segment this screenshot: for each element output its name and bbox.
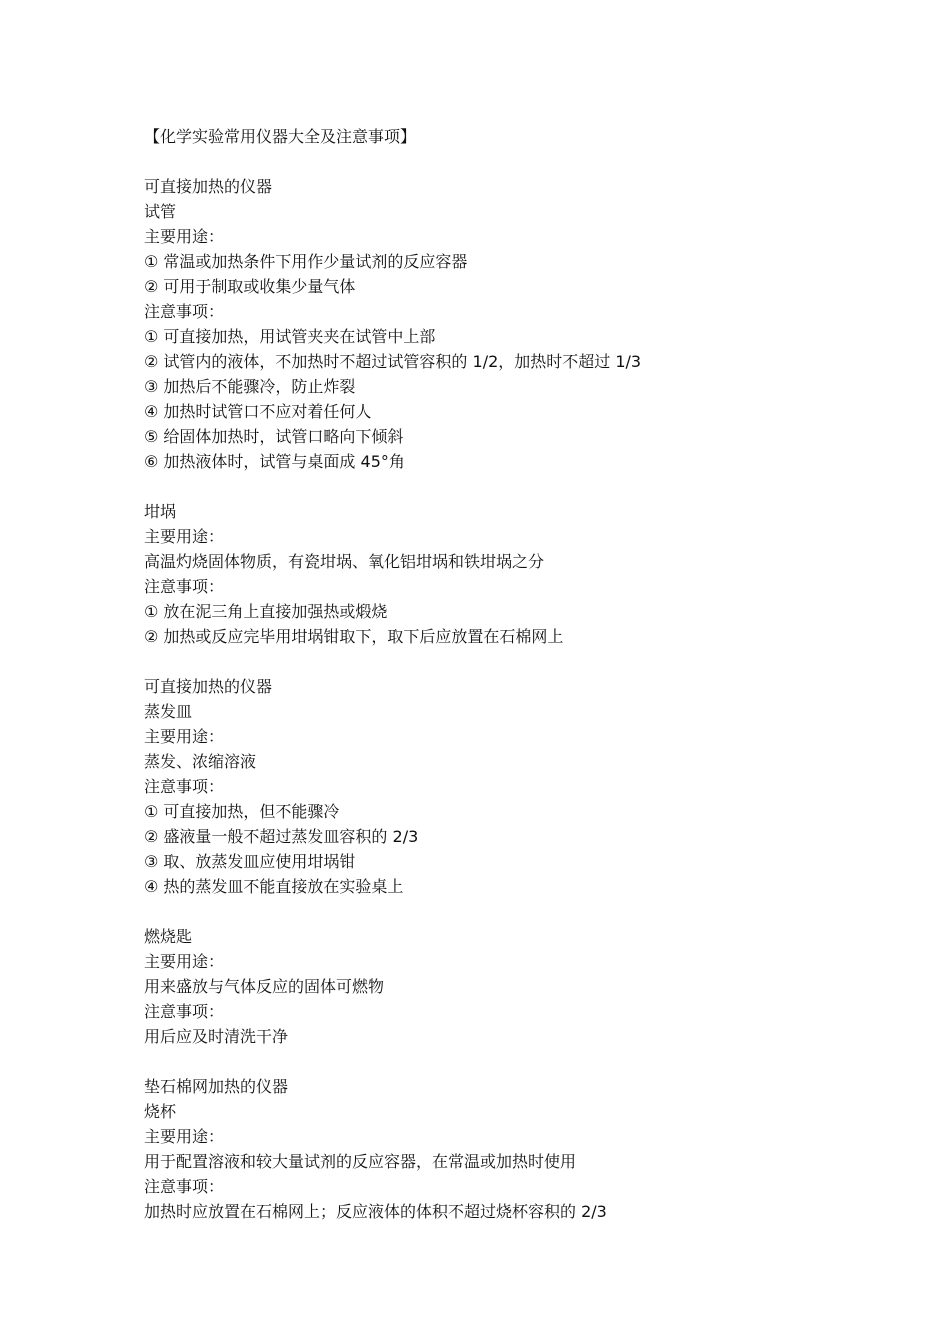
text-line: 蒸发皿	[144, 702, 193, 721]
text-line: 主要用途：	[144, 1127, 225, 1146]
text-line: 主要用途：	[144, 227, 225, 246]
text-line: ② 加热或反应完毕用坩埚钳取下，取下后应放置在石棉网上	[144, 627, 564, 646]
text-line: 主要用途：	[144, 952, 225, 971]
document-page	[144, 124, 904, 1224]
text-line: 主要用途：	[144, 727, 225, 746]
section-4	[144, 924, 904, 1049]
text-line: 高温灼烧固体物质，有瓷坩埚、氧化铝坩埚和铁坩埚之分	[144, 552, 545, 571]
text-line: ① 放在泥三角上直接加强热或煅烧	[144, 602, 388, 621]
text-line: 用于配置溶液和较大量试剂的反应容器，在常温或加热时使用	[144, 1152, 577, 1171]
text-line: 蒸发、浓缩溶液	[144, 752, 257, 771]
text-line: ③ 加热后不能骤冷，防止炸裂	[144, 377, 356, 396]
document-title: 【化学实验常用仪器大全及注意事项】	[144, 127, 417, 146]
text-line: 加热时应放置在石棉网上；反应液体的体积不超过烧杯容积的 2/3	[144, 1202, 607, 1221]
section-1	[144, 174, 904, 474]
text-line: ② 试管内的液体，不加热时不超过试管容积的 1/2，加热时不超过 1/3	[144, 352, 642, 371]
text-line: ② 盛液量一般不超过蒸发皿容积的 2/3	[144, 827, 419, 846]
text-line: 燃烧匙	[144, 927, 193, 946]
text-line: 用来盛放与气体反应的固体可燃物	[144, 977, 385, 996]
text-line: 用后应及时清洗干净	[144, 1027, 289, 1046]
text-line: ① 可直接加热，用试管夹夹在试管中上部	[144, 327, 436, 346]
document-body	[144, 174, 904, 1224]
text-line: 可直接加热的仪器	[144, 677, 273, 696]
text-line: ① 常温或加热条件下用作少量试剂的反应容器	[144, 252, 468, 271]
section-2	[144, 499, 904, 649]
text-line: ④ 加热时试管口不应对着任何人	[144, 402, 372, 421]
text-line: 烧杯	[144, 1102, 177, 1121]
text-line: ⑤ 给固体加热时，试管口略向下倾斜	[144, 427, 404, 446]
text-line: 注意事项：	[144, 1002, 225, 1021]
section-3	[144, 674, 904, 899]
text-line: 主要用途：	[144, 527, 225, 546]
text-line: ⑥ 加热液体时，试管与桌面成 45°角	[144, 452, 405, 471]
text-line: 可直接加热的仪器	[144, 177, 273, 196]
section-5	[144, 1074, 904, 1224]
text-line: 坩埚	[144, 502, 177, 521]
text-line: 注意事项：	[144, 1177, 225, 1196]
text-line: ② 可用于制取或收集少量气体	[144, 277, 356, 296]
text-line: ① 可直接加热，但不能骤冷	[144, 802, 340, 821]
text-line: 注意事项：	[144, 302, 225, 321]
text-line: ④ 热的蒸发皿不能直接放在实验桌上	[144, 877, 404, 896]
text-line: 注意事项：	[144, 577, 225, 596]
text-line: ③ 取、放蒸发皿应使用坩埚钳	[144, 852, 356, 871]
text-line: 垫石棉网加热的仪器	[144, 1077, 289, 1096]
text-line: 注意事项：	[144, 777, 225, 796]
text-line: 试管	[144, 202, 177, 221]
